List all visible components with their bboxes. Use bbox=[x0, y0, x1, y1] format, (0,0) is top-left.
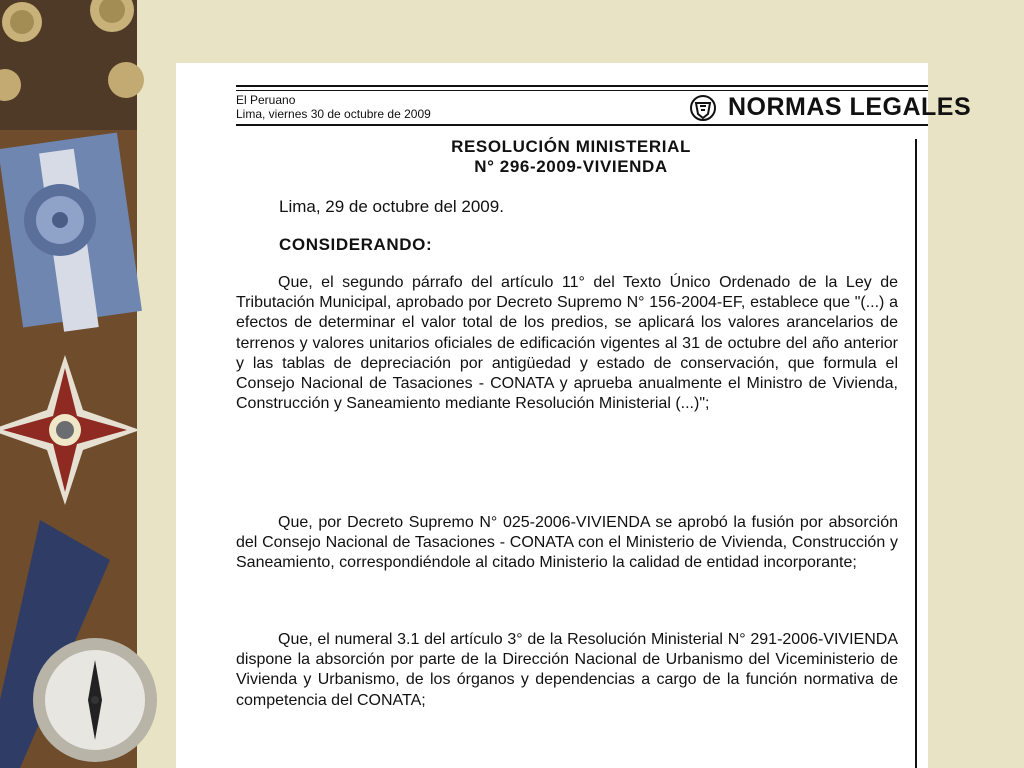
newspaper-name: El Peruano bbox=[236, 93, 296, 107]
newspaper-page bbox=[176, 63, 972, 768]
place-date: Lima, 29 de octubre del 2009. bbox=[279, 197, 504, 216]
coat-of-arms-icon bbox=[688, 94, 718, 122]
paragraph-2: Que, por Decreto Supremo N° 025-2006-VIVIENDA se aprobó la fusión por absorción del Consejo Nacional de Tasaciones - CONATA con el Ministerio de Vivienda, Construcción y Saneamiento, correspondiéndole al citado Ministerio la calidad de entidad incorporante; bbox=[236, 514, 898, 572]
decorative-medals-photo bbox=[0, 0, 137, 768]
paragraph-3: Que, el numeral 3.1 del artículo 3° de la Resolución Ministerial N° 291-2006-VIVIENDA dispone la absorción por parte de la Dirección Nacional de Urbanismo del Viceministerio de Vivienda y Urbanismo, de los órganos y dependencias a cargo de la función normativa de competencia del CONATA; bbox=[236, 631, 898, 709]
header-rule-thin bbox=[236, 90, 928, 91]
section-banner: NORMAS LEGALES bbox=[728, 93, 972, 121]
title-line-2: N° 296-2009-VIVIENDA bbox=[474, 157, 668, 176]
medals-illustration bbox=[0, 0, 137, 768]
issue-date: Lima, viernes 30 de octubre de 2009 bbox=[236, 107, 431, 121]
paragraph-1: Que, el segundo párrafo del artículo 11° del Texto Único Ordenado de la Ley de Tributación Municipal, aprobado por Decreto Supremo N° 156-2004-EF, establece que "(...) a efectos de determinar el valor total de los predios, se aplicará los valores arancelarios de terrenos y valores unitarios oficiales de edificación vigentes al 31 de octubre del año anterior y las tablas de depreciación por antigüedad y estado de conservación, que formula el Consejo Nacional de Tasaciones - CONATA y aprueba anualmente el Ministro de Vivienda, Construcción y Saneamiento mediante Resolución Ministerial (...)"; bbox=[236, 274, 898, 413]
header-rule-top bbox=[236, 85, 928, 87]
column-divider bbox=[915, 139, 917, 768]
considerando-heading: CONSIDERANDO: bbox=[279, 235, 433, 254]
resolution-title bbox=[176, 137, 966, 177]
header-rule-bottom bbox=[236, 124, 928, 126]
title-line-1: RESOLUCIÓN MINISTERIAL bbox=[451, 137, 691, 156]
